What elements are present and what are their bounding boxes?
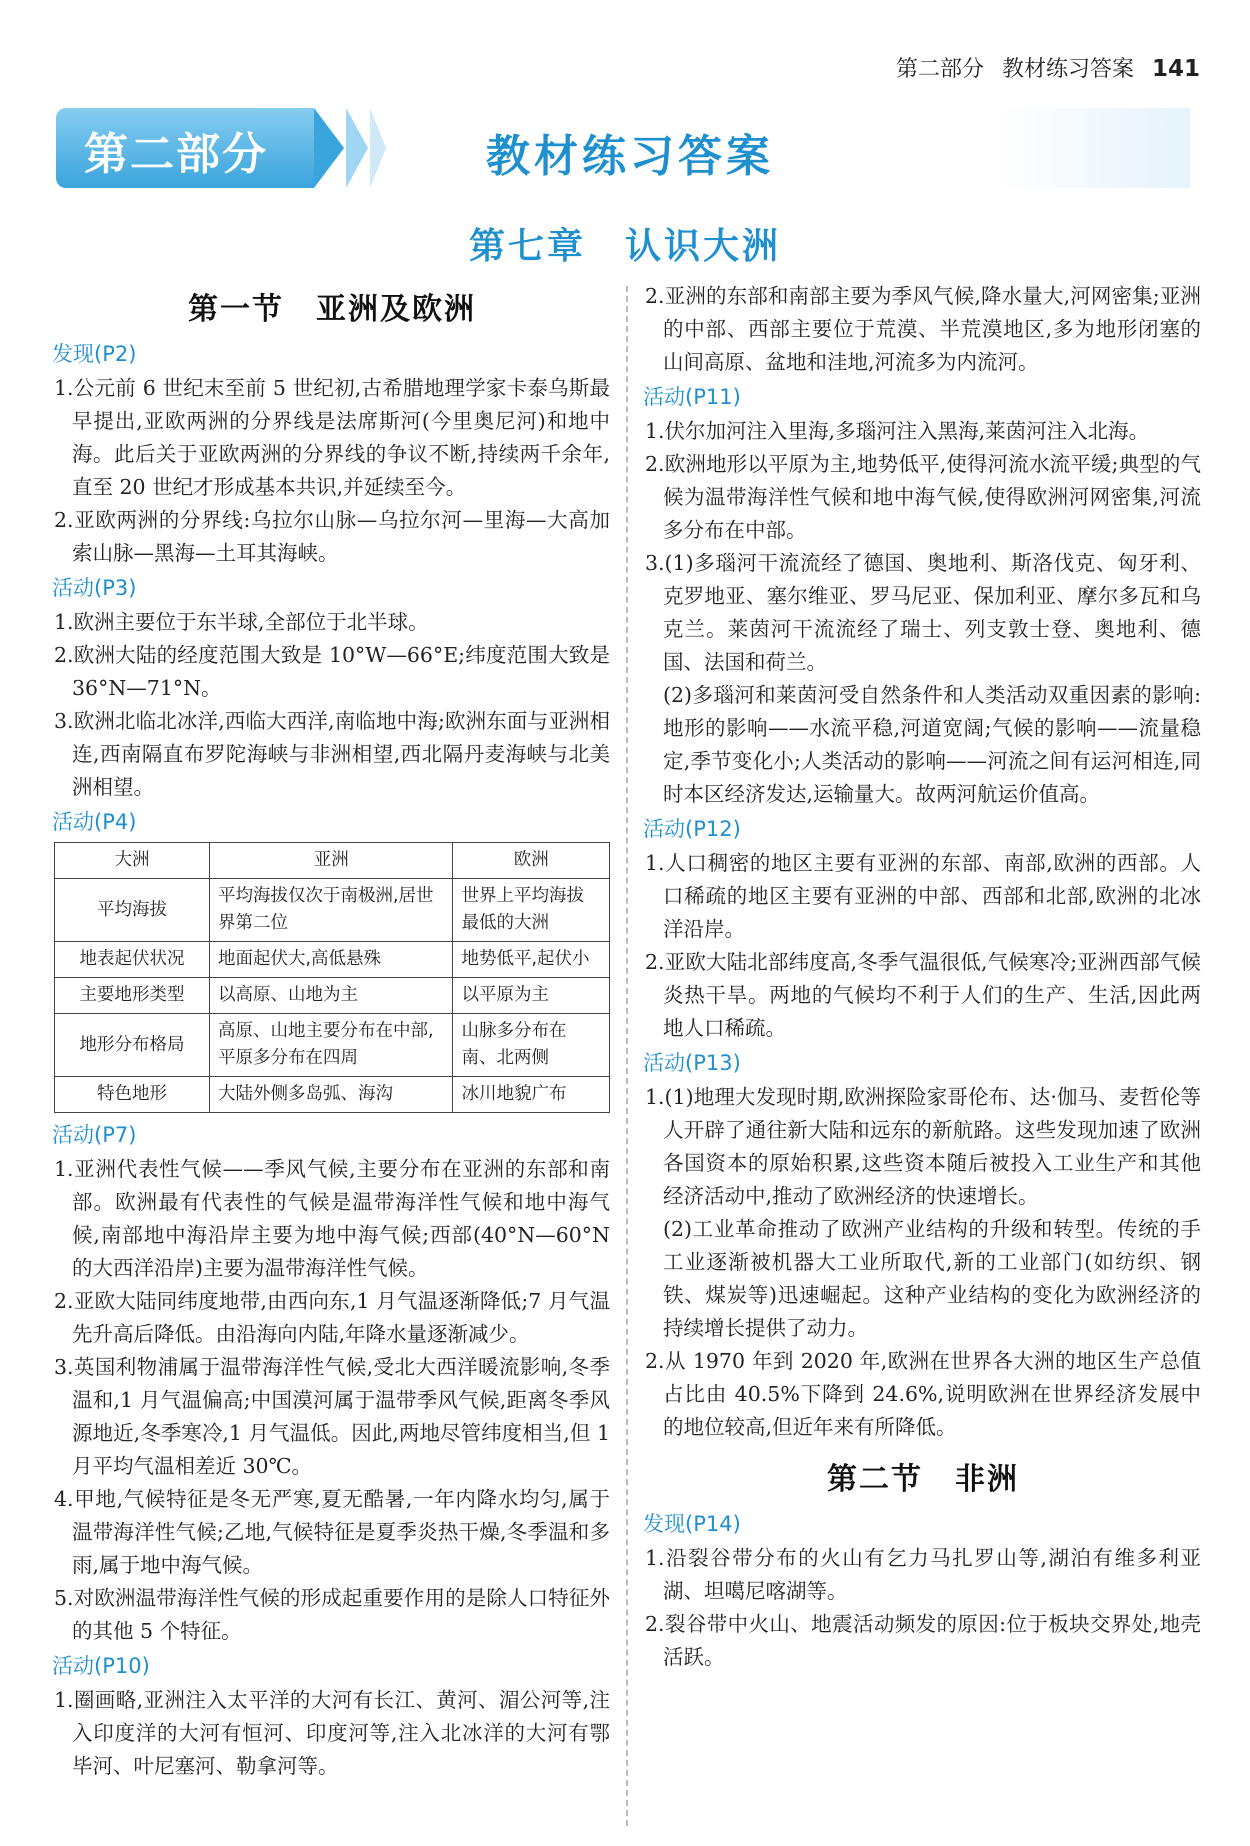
table-cell: 地面起伏大,高低悬殊 — [210, 942, 453, 978]
answer-item: 2.欧洲地形以平原为主,地势低平,使得河流水流平缓;典型的气候为温带海洋性气候和地中海气候,使得欧洲河网密集,河流多分布在中部。 — [645, 452, 1201, 542]
answer-subitem: (2)多瑙河和莱茵河受自然条件和人类活动双重因素的影响:地形的影响——水流平稳,河道宽阔;气候的影响——流量稳定,季节变化小;人类活动的影响——河流之间有运河相连,同时本区经济发达,运输量大。故两河航运价值高。 — [663, 683, 1201, 806]
answer-item: 2.亚洲的东部和南部主要为季风气候,降水量大,河网密集;亚洲的中部、西部主要位于荒漠、半荒漠地区,多为地形闭塞的山间高原、盆地和洼地,河流多为内流河。 — [645, 284, 1201, 374]
table-cell: 世界上平均海拔最低的大洲 — [453, 879, 610, 942]
table-cell: 主要地形类型 — [55, 978, 210, 1014]
answer-item: 3.(1)多瑙河干流流经了德国、奥地利、斯洛伐克、匈牙利、克罗地亚、塞尔维亚、罗马尼亚、保加利亚、摩尔多瓦和乌克兰。莱茵河干流流经了瑞士、列支敦士登、奥地利、德国、法国和荷兰。 — [645, 551, 1201, 674]
table-cell: 大陆外侧多岛弧、海沟 — [210, 1077, 453, 1113]
right-column — [645, 280, 1201, 1674]
table-cell: 冰川地貌广布 — [453, 1077, 610, 1113]
running-title: 教材练习答案 — [1001, 57, 1134, 82]
section-title: 第二节 非洲 — [827, 1462, 1019, 1497]
table-cell: 山脉多分布在南、北两侧 — [453, 1014, 610, 1077]
answer-item: 1.欧洲主要位于东半球,全部位于北半球。 — [54, 610, 429, 634]
table-cell: 地势低平,起伏小 — [453, 942, 610, 978]
banner-title: 教材练习答案 — [486, 131, 774, 182]
answer-item: 2.亚欧大陆北部纬度高,冬季气温很低,气候寒冷;亚洲西部气候炎热干旱。两地的气候均不利于人们的生产、生活,因此两地人口稀疏。 — [645, 950, 1201, 1040]
table-cell: 以平原为主 — [453, 978, 610, 1014]
subheading: 活动(P3) — [52, 576, 137, 600]
subheading: 活动(P11) — [643, 385, 741, 409]
chevron-icon — [370, 108, 386, 188]
answer-item: 1.亚洲代表性气候——季风气候,主要分布在亚洲的东部和南部。欧洲最有代表性的气候是温带海洋性气候和地中海气候,南部地中海沿岸主要为地中海气候;西部(40°N—60°N 的大西洋沿岸)主要为温带海洋性气候。 — [54, 1157, 610, 1280]
chevron-icon — [314, 108, 344, 188]
part-tab — [56, 108, 314, 188]
table-cell: 高原、山地主要分布在中部,平原多分布在四周 — [210, 1014, 453, 1077]
answer-item: 2.从 1970 年到 2020 年,欧洲在世界各大洲的地区生产总值占比由 40.5%下降到 24.6%,说明欧洲在世界经济发展中的地位较高,但近年来有所降低。 — [645, 1349, 1201, 1439]
table-header-row — [55, 843, 610, 879]
subheading: 活动(P13) — [643, 1051, 741, 1075]
table-cell: 地形分布格局 — [55, 1014, 210, 1077]
table-cell: 地表起伏状况 — [55, 942, 210, 978]
table-cell: 平均海拔仅次于南极洲,居世界第二位 — [210, 879, 453, 942]
answer-item: 1.伏尔加河注入里海,多瑙河注入黑海,莱茵河注入北海。 — [645, 419, 1150, 443]
answer-item: 1.人口稠密的地区主要有亚洲的东部、南部,欧洲的西部。人口稀疏的地区主要有亚洲的中部、西部和北部,欧洲的北冰洋沿岸。 — [645, 851, 1201, 941]
table-cell: 以高原、山地为主 — [210, 978, 453, 1014]
table-row — [55, 1077, 610, 1113]
answer-item: 2.裂谷带中火山、地震活动频发的原因:位于板块交界处,地壳活跃。 — [645, 1612, 1201, 1669]
subheading: 活动(P12) — [643, 817, 741, 841]
answer-item: 1.(1)地理大发现时期,欧洲探险家哥伦布、达·伽马、麦哲伦等人开辟了通往新大陆和远东的新航路。这些发现加速了欧洲各国资本的原始积累,这些资本随后被投入工业生产和其他经济活动中,推动了欧洲经济的快速增长。 — [645, 1085, 1201, 1208]
left-column — [54, 280, 610, 1783]
answer-item: 3.英国利物浦属于温带海洋性气候,受北大西洋暖流影响,冬季温和,1 月气温偏高;中国漠河属于温带季风气候,距离冬季风源地近,冬季寒冷,1 月气温低。因此,两地尽管纬度相当,但 1 月平均气温相差近 30℃。 — [54, 1355, 610, 1478]
subheading: 发现(P2) — [52, 342, 137, 366]
running-part: 第二部分 — [895, 57, 984, 82]
answer-item: 1.圈画略,亚洲注入太平洋的大河有长江、黄河、湄公河等,注入印度洋的大河有恒河、印度河等,注入北冰洋的大河有鄂毕河、叶尼塞河、勒拿河等。 — [54, 1688, 610, 1778]
section-title: 第一节 亚洲及欧洲 — [188, 292, 476, 327]
page-number: 141 — [1151, 56, 1200, 82]
answer-item: 1.公元前 6 世纪末至前 5 世纪初,古希腊地理学家卡泰乌斯最早提出,亚欧两洲的分界线是法席斯河(今里奥尼河)和地中海。此后关于亚欧两洲的分界线的争议不断,持续两千余年,直至 20 世纪才形成基本共识,并延续至今。 — [54, 376, 610, 499]
part-banner — [56, 108, 1190, 188]
chevron-icon — [346, 108, 368, 188]
subheading: 活动(P7) — [52, 1123, 137, 1147]
table-header-cell: 大洲 — [55, 843, 210, 879]
answer-item: 5.对欧洲温带海洋性气候的形成起重要作用的是除人口特征外的其他 5 个特征。 — [54, 1586, 610, 1643]
column-divider — [626, 286, 628, 1826]
table-row — [55, 1014, 610, 1077]
table-cell: 特色地形 — [55, 1077, 210, 1113]
table-header-cell: 亚洲 — [210, 843, 453, 879]
answer-item: 4.甲地,气候特征是冬无严寒,夏无酷暑,一年内降水均匀,属于温带海洋性气候;乙地,气候特征是夏季炎热干燥,冬季温和多雨,属于地中海气候。 — [54, 1487, 610, 1577]
answer-item: 2.欧洲大陆的经度范围大致是 10°W—66°E;纬度范围大致是 36°N—71°N。 — [54, 643, 610, 700]
terrain-comparison-table — [54, 842, 610, 1113]
table-cell: 平均海拔 — [55, 879, 210, 942]
subheading: 活动(P10) — [52, 1654, 150, 1678]
table-row — [55, 978, 610, 1014]
answer-item: 2.亚欧大陆同纬度地带,由西向东,1 月气温逐渐降低;7 月气温先升高后降低。由沿海向内陆,年降水量逐渐减少。 — [54, 1289, 610, 1346]
answer-item: 1.沿裂谷带分布的火山有乞力马扎罗山等,湖泊有维多利亚湖、坦噶尼喀湖等。 — [645, 1546, 1201, 1603]
subheading: 活动(P4) — [52, 810, 137, 834]
table-row — [55, 879, 610, 942]
running-header — [896, 52, 1200, 83]
answer-item: 2.亚欧两洲的分界线:乌拉尔山脉—乌拉尔河—里海—大高加索山脉—黑海—土耳其海峡。 — [54, 508, 610, 565]
subheading: 发现(P14) — [643, 1512, 741, 1536]
chapter-title: 第七章 认识大洲 — [468, 226, 781, 267]
table-row — [55, 942, 610, 978]
part-label: 第二部分 — [84, 129, 268, 180]
answer-item: 3.欧洲北临北冰洋,西临大西洋,南临地中海;欧洲东面与亚洲相连,西南隔直布罗陀海峡与非洲相望,西北隔丹麦海峡与北美洲相望。 — [54, 709, 610, 799]
table-header-cell: 欧洲 — [453, 843, 610, 879]
answer-subitem: (2)工业革命推动了欧洲产业结构的升级和转型。传统的手工业逐渐被机器大工业所取代,新的工业部门(如纺织、钢铁、煤炭等)迅速崛起。这种产业结构的变化为欧洲经济的持续增长提供了动力。 — [663, 1217, 1201, 1340]
